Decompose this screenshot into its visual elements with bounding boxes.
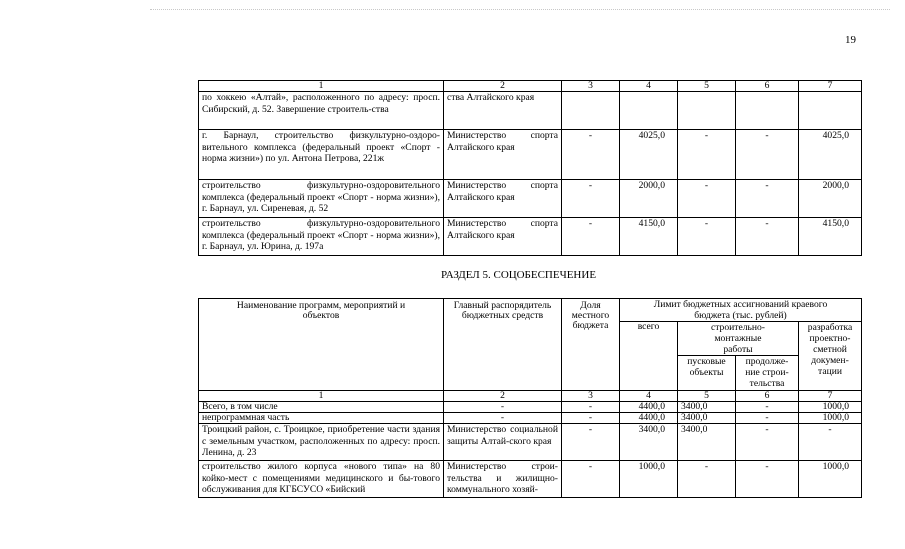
local-share: -	[562, 402, 620, 413]
budget-holder: Министерство спорта Алтайского края	[444, 218, 562, 256]
header-name: Наименование программ, мероприятий и объектов	[199, 299, 444, 391]
total-value: 2000,0	[620, 180, 678, 218]
object-name: строительство жилого корпуса «нового типа» на 80 койко-мест с помещениями медицинского и бы-тового обслуживания для КГБСУСО «Бийский	[199, 461, 444, 498]
design-value: 2000,0	[799, 180, 862, 218]
col-number: 4	[620, 391, 678, 402]
header-unfinished: продолже-ние строи-тельства	[736, 356, 799, 391]
column-number-row	[199, 391, 862, 402]
header-local-share: Доля местного бюджета	[562, 299, 620, 391]
local-share: -	[562, 130, 620, 180]
header-construction: строительно-монтажные работы	[678, 322, 799, 356]
object-name: строительство физкультурно-оздоровительного комплекса (федеральный проект «Спорт - норма жизни»), г. Барнаул, ул. Юрина, д. 197а	[199, 218, 444, 256]
header-launch: пусковые объекты	[678, 356, 736, 391]
design-value	[799, 92, 862, 130]
total-value: 4150,0	[620, 218, 678, 256]
col-number: 5	[678, 81, 736, 92]
launch-value	[678, 92, 736, 130]
table-social-objects	[198, 298, 862, 498]
launch-value: -	[678, 180, 736, 218]
unfinished-value: -	[736, 461, 799, 498]
col-number: 6	[736, 81, 799, 92]
header-row	[199, 299, 862, 322]
unfinished-value: -	[736, 180, 799, 218]
local-share: -	[562, 413, 620, 424]
unfinished-value: -	[736, 413, 799, 424]
unfinished-value	[736, 92, 799, 130]
table-row	[199, 130, 862, 180]
table-row	[199, 461, 862, 498]
header-limit: Лимит бюджетных ассигнований краевого бюджета (тыс. рублей)	[620, 299, 862, 322]
launch-value: -	[678, 461, 736, 498]
budget-holder: ства Алтайского края	[444, 92, 562, 130]
header-total: всего	[620, 322, 678, 391]
col-number: 1	[199, 391, 444, 402]
col-number: 2	[444, 81, 562, 92]
table-row	[199, 218, 862, 256]
total-value: 3400,0	[620, 424, 678, 461]
table-row	[199, 402, 862, 413]
col-number: 2	[444, 391, 562, 402]
budget-holder: -	[444, 413, 562, 424]
table-sport-objects	[198, 80, 862, 256]
column-number-row	[199, 81, 862, 92]
table-row	[199, 413, 862, 424]
scan-top-line	[150, 9, 890, 10]
object-name: г. Барнаул, строительство физкультурно-оздоро-вительного комплекса (федеральный проект «Спорт - норма жизни») по ул. Антона Петрова, 221ж	[199, 130, 444, 180]
budget-holder: Министерство социальной защиты Алтай-ского края	[444, 424, 562, 461]
table-row	[199, 424, 862, 461]
page-number: 19	[845, 34, 856, 46]
launch-value: -	[678, 218, 736, 256]
col-number: 4	[620, 81, 678, 92]
object-name: строительство физкультурно-оздоровительного комплекса (федеральный проект «Спорт - норма жизни»), г. Барнаул, ул. Сиреневая, д. 52	[199, 180, 444, 218]
object-name: непрограммная часть	[199, 413, 444, 424]
col-number: 3	[562, 391, 620, 402]
table-row	[199, 180, 862, 218]
object-name: Всего, в том числе	[199, 402, 444, 413]
launch-value: 3400,0	[678, 413, 736, 424]
local-share: -	[562, 424, 620, 461]
local-share	[562, 92, 620, 130]
col-number: 5	[678, 391, 736, 402]
total-value: 1000,0	[620, 461, 678, 498]
design-value: -	[799, 424, 862, 461]
col-number: 1	[199, 81, 444, 92]
budget-holder: -	[444, 402, 562, 413]
unfinished-value: -	[736, 424, 799, 461]
col-number: 3	[562, 81, 620, 92]
header-budget-holder: Главный распорядитель бюджетных средств	[444, 299, 562, 391]
local-share: -	[562, 180, 620, 218]
local-share: -	[562, 218, 620, 256]
design-value: 4150,0	[799, 218, 862, 256]
design-value: 4025,0	[799, 130, 862, 180]
unfinished-value: -	[736, 218, 799, 256]
col-number: 6	[736, 391, 799, 402]
budget-holder: Министерство спорта Алтайского края	[444, 130, 562, 180]
header-design: разработка проектно-сметной докумен-тации	[799, 322, 862, 391]
total-value: 4025,0	[620, 130, 678, 180]
unfinished-value: -	[736, 402, 799, 413]
total-value	[620, 92, 678, 130]
launch-value: 3400,0	[678, 424, 736, 461]
budget-holder: Министерство спорта Алтайского края	[444, 180, 562, 218]
budget-holder: Министерство строи-тельства и жилищно-коммунального хозяй-	[444, 461, 562, 498]
local-share: -	[562, 461, 620, 498]
launch-value: -	[678, 130, 736, 180]
col-number: 7	[799, 391, 862, 402]
total-value: 4400,0	[620, 413, 678, 424]
object-name: по хоккею «Алтай», расположенного по адресу: просп. Сибирский, д. 52. Завершение строитель-ства	[199, 92, 444, 130]
object-name: Троицкий район, с. Троицкое, приобретение части здания с земельным участком, расположенных по адресу: просп. Ленина, д. 23	[199, 424, 444, 461]
design-value: 1000,0	[799, 413, 862, 424]
total-value: 4400,0	[620, 402, 678, 413]
section-title: РАЗДЕЛ 5. СОЦОБЕСПЕЧЕНИЕ	[441, 269, 597, 281]
design-value: 1000,0	[799, 461, 862, 498]
launch-value: 3400,0	[678, 402, 736, 413]
table-row	[199, 92, 862, 130]
unfinished-value: -	[736, 130, 799, 180]
col-number: 7	[799, 81, 862, 92]
design-value: 1000,0	[799, 402, 862, 413]
